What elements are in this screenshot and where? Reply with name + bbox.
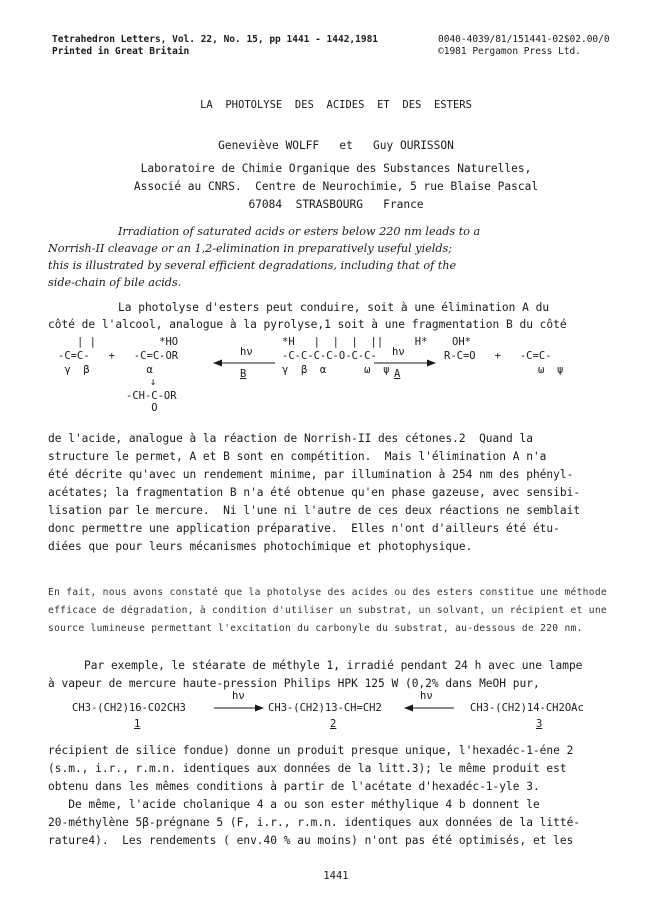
highlight-line-2: efficace de dégradation, à condition d'utiliser un substrat, un solvant, un récipient et une: [48, 605, 607, 616]
scheme-label-b: B: [240, 368, 247, 380]
affiliation-line-3: 67084 STRASBOURG France: [248, 198, 424, 211]
scheme-right-greek: ω ψ: [538, 364, 564, 376]
scheme-hv-2: hν: [392, 346, 405, 358]
scheme-hv-1: hν: [240, 346, 253, 358]
abstract-line-2: Norrish-II cleavage or an 1,2-elimination in preparatively useful yields;: [48, 242, 453, 255]
para4-line-6: rature4). Les rendements ( env.40 % au moins) n'ont pas été optimisés, et les: [48, 834, 574, 847]
para2-line-4: acétates; la fragmentation B n'a été obtenue qu'en phase gazeuse, avec sensibi-: [48, 486, 581, 499]
scheme-right-top: OH*: [452, 336, 471, 348]
para3-line-2: à vapeur de mercure haute-pression Philips HPK 125 W (0,2% dans MeOH pur,: [48, 677, 540, 690]
page-number: 1441: [323, 870, 349, 882]
compound-3: CH3-(CH2)14-CH2OAc: [470, 702, 584, 714]
abstract-line-1: Irradiation of saturated acids or esters below 220 nm leads to a: [118, 225, 481, 238]
abstract-line-3: this is illustrated by several efficient degradations, including that of the: [48, 259, 457, 272]
para4-line-2: (s.m., i.r., r.m.n. identiques aux données de la litt.3); le même produit est: [48, 762, 567, 775]
highlight-line-1: En fait, nous avons constaté que la photolyse des acides ou des esters constitue une méthode: [48, 587, 607, 598]
compound-1-number: 1: [134, 718, 141, 730]
compound-1: CH3-(CH2)16-CO2CH3: [72, 702, 186, 714]
issn-code: 0040-4039/81/151441-02$02.00/0: [438, 34, 610, 45]
scheme-center-formula: -C-C-C-C-O-C-C-: [282, 350, 377, 362]
para1-line-1: La photolyse d'esters peut conduire, soit à une élimination A du: [118, 301, 550, 314]
compound-3-number: 3: [536, 718, 543, 730]
equation-arrow-1: [214, 703, 264, 713]
compound-2-number: 2: [330, 718, 337, 730]
para2-line-1: de l'acide, analogue à la réaction de Norrish-II des cétones.2 Quand la: [48, 432, 533, 445]
para3-line-1: Par exemple, le stéarate de méthyle 1, irradié pendant 24 h avec une lampe: [84, 659, 583, 672]
scheme-left-oxygen: O: [126, 402, 158, 414]
para1-line-2: côté de l'alcool, analogue à la pyrolyse,1 soit à une fragmentation B du côté: [48, 318, 567, 331]
highlight-line-3: source lumineuse permettant l'excitation du carbonyle du substrat, au-dessous de 220 nm.: [48, 623, 583, 634]
scheme-arrow-left: [213, 358, 277, 368]
para4-line-5: 20-méthylène 5β-prégnane 5 (F, i.r., r.m.n. identiques aux données de la litté-: [48, 816, 581, 829]
para2-line-7: diées que pour leurs mécanismes photochimique et photophysique.: [48, 540, 473, 553]
scheme-left-formula: -C=C- + -C=C-OR: [58, 350, 179, 362]
printed-in: Printed in Great Britain: [52, 46, 190, 57]
equation-hv-1: hν: [232, 690, 245, 702]
scheme-arrow-right: [372, 358, 436, 368]
equation-hv-2: hν: [420, 690, 433, 702]
affiliation-line-2: Associé au CNRS. Centre de Neurochimie, 5 rue Blaise Pascal: [133, 180, 539, 193]
scheme-down-arrow: ↓: [150, 376, 157, 388]
para4-line-3: obtenu dans les mêmes conditions à partir de l'acétate d'hexadéc-1-yle 3.: [48, 780, 540, 793]
paper-title: LA PHOTOLYSE DES ACIDES ET DES ESTERS: [200, 99, 472, 111]
para4-line-4: De même, l'acide cholanique 4 a ou son ester méthylique 4 b donnent le: [48, 798, 540, 811]
scheme-center-top: *H | | | || H*: [282, 336, 428, 348]
para2-line-6: donc permettre une application préparative. Elles n'ont d'ailleurs été étu-: [48, 522, 560, 535]
para2-line-2: structure le permet, A et B sont en compétition. Mais l'élimination A n'a: [48, 450, 547, 463]
scheme-left-product: -CH-C-OR: [126, 390, 177, 402]
scheme-left-greek: γ β α: [58, 364, 153, 376]
journal-citation: Tetrahedron Letters, Vol. 22, No. 15, pp 1441 - 1442,1981: [52, 34, 379, 45]
copyright: ©1981 Pergamon Press Ltd.: [438, 46, 581, 57]
scheme-center-greek: γ β α ω ψ: [282, 364, 390, 376]
para2-line-3: été décrite qu'avec un rendement minime, par illumination à 254 nm des phényl-: [48, 468, 574, 481]
abstract-line-4: side-chain of bile acids.: [48, 276, 182, 289]
authors: Geneviève WOLFF et Guy OURISSON: [218, 139, 454, 152]
para2-line-5: lisation par le mercure. Ni l'une ni l'autre de ces deux réactions ne semblait: [48, 504, 581, 517]
scheme-left-top: | | *HO: [58, 336, 179, 348]
scheme-right-formula: R-C=O + -C=C-: [444, 350, 552, 362]
para4-line-1: récipient de silice fondue) donne un produit presque unique, l'hexadéc-1-éne 2: [48, 744, 574, 757]
compound-2: CH3-(CH2)13-CH=CH2: [268, 702, 382, 714]
equation-arrow-2: [404, 703, 454, 713]
scheme-label-a: A: [394, 368, 401, 380]
affiliation-line-1: Laboratoire de Chimie Organique des Substances Naturelles,: [140, 162, 532, 175]
